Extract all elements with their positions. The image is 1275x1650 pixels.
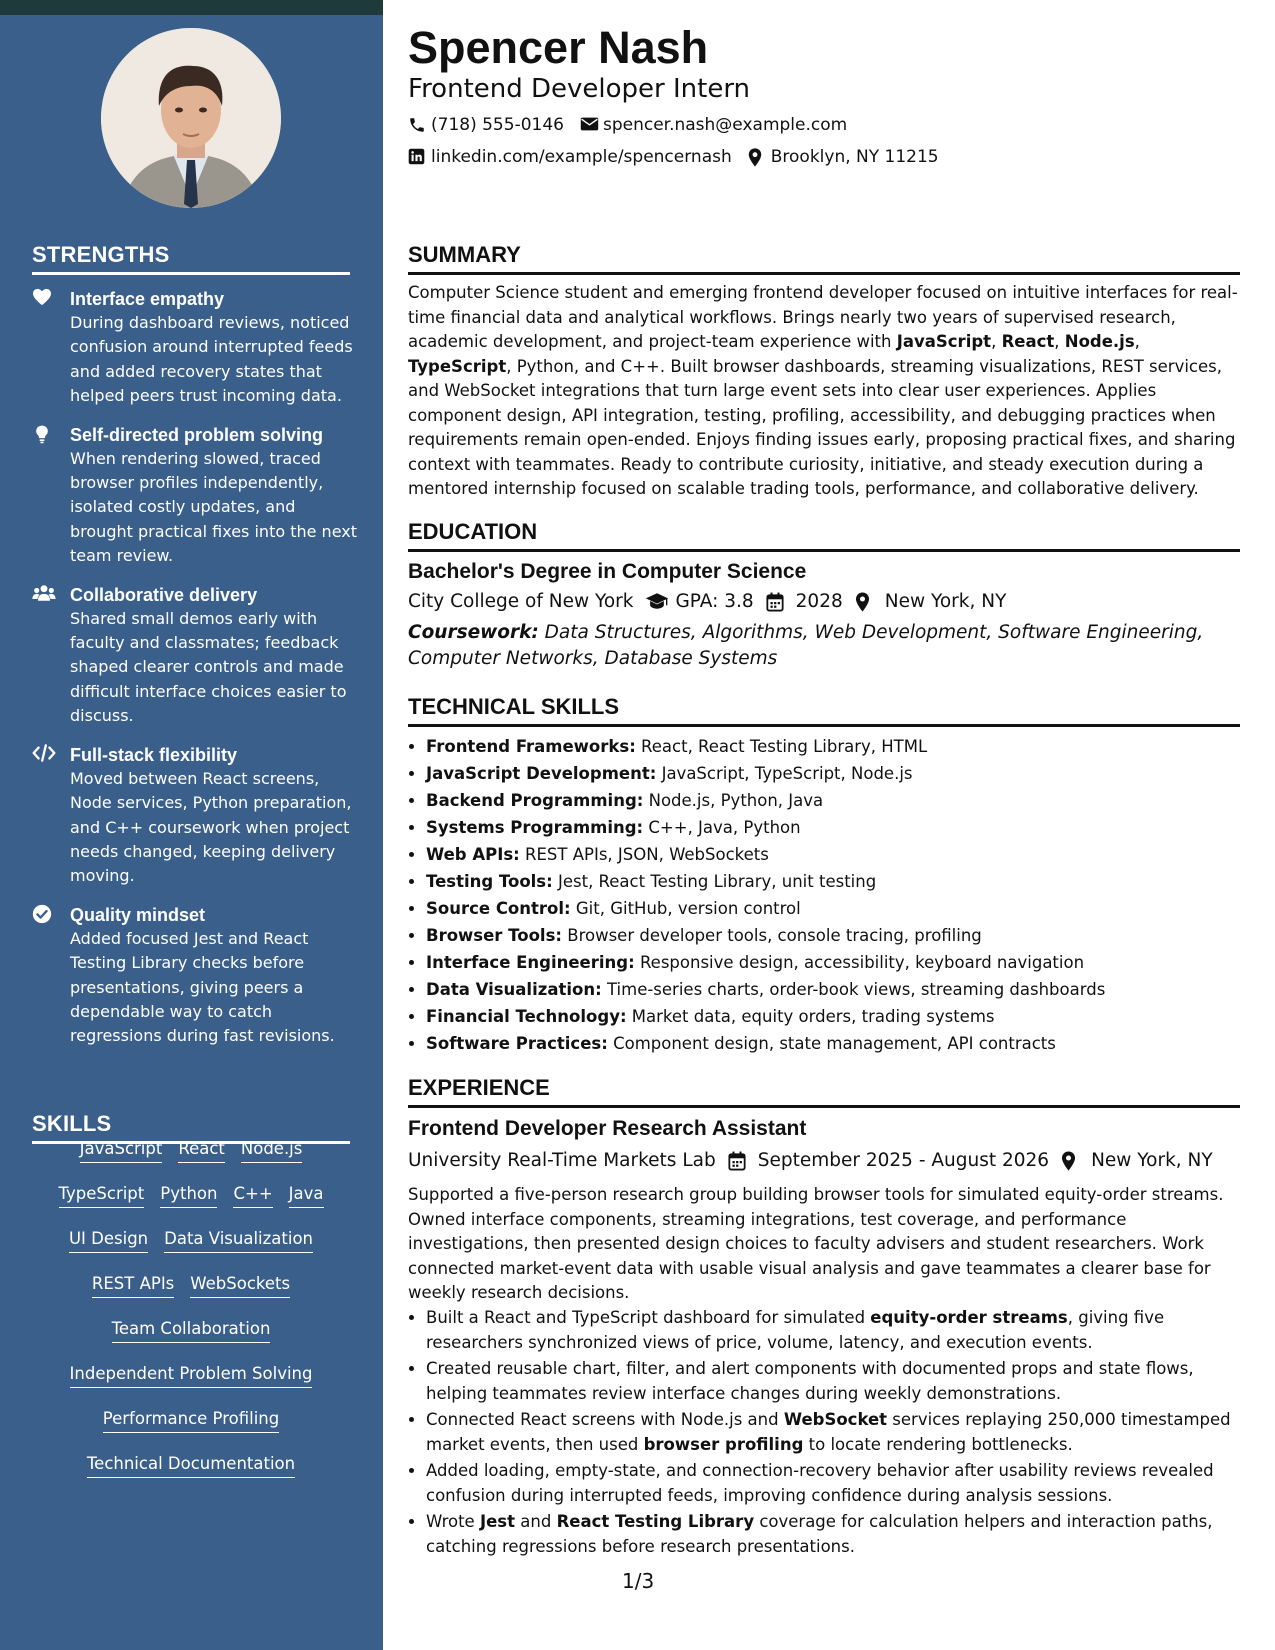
keyword: React [1001, 332, 1055, 351]
employment-dates: September 2025 - August 2026 [757, 1150, 1050, 1171]
degree-title: Bachelor's Degree in Computer Science [408, 560, 807, 583]
coursework: Coursework: Data Structures, Algorithms, Web Development, Software Engineering, Computer Networks, Database Systems [408, 622, 1204, 669]
skill-tag: React [178, 1138, 225, 1163]
graduation-year: 2028 [795, 591, 843, 612]
phone-number[interactable]: (718) 555-0146 [431, 115, 564, 135]
strength-description: Moved between React screens, Node services, Python preparation, and C++ coursework when project needs changed, keeping delivery moving. [70, 768, 352, 886]
strength-description: When rendering slowed, traced browser profiles independently, isolated costly updates, and brought practical fixes into the next team review. [70, 448, 357, 566]
linkedin-link[interactable]: linkedin.com/example/spencernash [431, 147, 732, 167]
graduation-cap-icon [645, 592, 667, 612]
strength-description: During dashboard reviews, noticed confusion around interrupted feeds and added recovery states that helped peers trust incoming data. [70, 313, 353, 406]
strength-title: Full-stack flexibility [70, 744, 238, 765]
list-item: • Wrote Jest and React Testing Library coverage for calculation helpers and interaction paths, catching regressions before research presentations. [426, 1510, 1238, 1559]
avatar [101, 28, 281, 208]
school-location: New York, NY [884, 591, 1007, 612]
strength-title: Interface empathy [70, 289, 225, 309]
keyword: TypeScript [408, 356, 507, 376]
skill-tag: Java [289, 1183, 324, 1208]
list-item: • Frontend Frameworks: React, React Testing Library, HTML [426, 733, 1238, 760]
skill-tag: WebSockets [190, 1273, 290, 1298]
summary-heading: SUMMARY [408, 241, 1240, 275]
gpa-text: GPA: 3.8 [675, 591, 754, 612]
experience-bullets [408, 1306, 1238, 1561]
map-pin-icon [748, 148, 768, 166]
skill-tag: Technical Documentation [87, 1453, 295, 1478]
contact-row-1 [408, 114, 847, 136]
list-item: • Created reusable chart, filter, and alert components with documented props and state flows, helping teammates review interface changes during weekly demonstrations. [426, 1357, 1238, 1406]
keyword: Node.js [1064, 332, 1135, 351]
job-title: Frontend Developer Intern [408, 74, 751, 104]
list-item: • Backend Programming: Node.js, Python, Java [426, 787, 1238, 814]
education-heading: EDUCATION [408, 518, 1240, 552]
list-item: • Built a React and TypeScript dashboard for simulated equity-order streams, giving five researchers synchronized views of price, volume, latency, and execution events. [426, 1306, 1238, 1355]
calendar-icon [728, 1151, 750, 1171]
list-item: • Interface Engineering: Responsive design, accessibility, keyboard navigation [426, 949, 1238, 976]
list-item: • Source Control: Git, GitHub, version control [426, 895, 1238, 922]
experience-heading: EXPERIENCE [408, 1074, 1240, 1108]
strength-title: Collaborative delivery [70, 584, 258, 605]
strength-item [32, 583, 362, 729]
candidate-name: Spencer Nash [408, 22, 709, 73]
list-item: • Browser Tools: Browser developer tools, console tracing, profiling [426, 922, 1238, 949]
list-item: • Web APIs: REST APIs, JSON, WebSockets [426, 841, 1238, 868]
skills-tags [32, 1138, 350, 1498]
users-icon [32, 584, 54, 604]
location-text: Brooklyn, NY 11215 [770, 147, 939, 167]
education-meta [408, 589, 1006, 615]
summary-text: Computer Science student and emerging frontend developer focused on intuitive interfaces for real-time financial data and analytical workflows. Brings nearly two years of supervised research, academic development, and project-team experience with JavaScript, React, Node.js, TypeScript, Python, and C++. Built browser dashboards, streaming visualizations, REST services, and WebSocket integrations that turn large event sets into clear user experiences. Applies component design, API integration, testing, profiling, accessibility, and debugging practices when requirements remain open-ended. Enjoys finding issues early, proposing practical fixes, and sharing context with teammates. Ready to contribute curiosity, initiative, and steady execution during a mentored internship focused on scalable trading tools, performance, and collaborative delivery. [408, 283, 1238, 498]
strength-item [32, 287, 362, 409]
skill-tag: Data Visualization [164, 1228, 313, 1253]
skill-tag: Independent Problem Solving [70, 1363, 313, 1388]
skill-tag: Team Collaboration [112, 1318, 271, 1343]
list-item: • Connected React screens with Node.js and WebSocket services replaying 250,000 timestamped market events, then used browser profiling to locate rendering bottlenecks. [426, 1408, 1238, 1457]
organization-name: University Real-Time Markets Lab [408, 1150, 716, 1171]
skill-tag: Performance Profiling [103, 1408, 279, 1433]
skill-tag: REST APIs [92, 1273, 174, 1298]
strength-title: Self-directed problem solving [70, 424, 324, 445]
phone-icon [408, 116, 428, 134]
skill-tag: UI Design [69, 1228, 148, 1253]
list-item: • Data Visualization: Time-series charts, order-book views, streaming dashboards [426, 976, 1238, 1003]
skill-tag: Python [160, 1183, 217, 1208]
list-item: • Added loading, empty-state, and connection-recovery behavior after usability reviews revealed confusion during interrupted feeds, improving confidence during analysis sessions. [426, 1459, 1238, 1508]
strength-item [32, 423, 362, 569]
envelope-icon [580, 116, 600, 134]
heart-icon [32, 288, 54, 308]
skill-tag: JavaScript [80, 1138, 163, 1163]
list-item: • Testing Tools: Jest, React Testing Library, unit testing [426, 868, 1238, 895]
map-pin-icon [855, 592, 877, 612]
technical-skills-list [408, 733, 1238, 1057]
strengths-heading: STRENGTHS [32, 242, 350, 275]
strength-item [32, 743, 362, 889]
coursework-label: Coursework: [408, 622, 539, 643]
map-pin-icon [1061, 1151, 1083, 1171]
skill-tag: TypeScript [59, 1183, 145, 1208]
sidebar [0, 15, 383, 1650]
top-accent-strip [0, 0, 383, 15]
strength-title: Quality mindset [70, 904, 206, 925]
strengths-list [32, 287, 362, 1063]
experience-location: New York, NY [1091, 1150, 1213, 1171]
list-item: • Financial Technology: Market data, equity orders, trading systems [426, 1003, 1238, 1030]
list-item: • Systems Programming: C++, Java, Python [426, 814, 1238, 841]
contact-row-2 [408, 146, 939, 168]
skills-heading: SKILLS [32, 1111, 350, 1144]
strength-item [32, 903, 362, 1049]
page-number: 1/3 [622, 1569, 655, 1593]
technical-skills-heading: TECHNICAL SKILLS [408, 693, 1240, 727]
linkedin-icon [408, 148, 428, 166]
skill-tag: Node.js [241, 1138, 303, 1163]
role-title: Frontend Developer Research Assistant [408, 1117, 807, 1140]
experience-meta [408, 1148, 1213, 1174]
calendar-icon [766, 592, 788, 612]
email-link[interactable]: spencer.nash@example.com [602, 115, 848, 135]
list-item: • JavaScript Development: JavaScript, TypeScript, Node.js [426, 760, 1238, 787]
experience-description: Supported a five-person research group building browser tools for simulated equity-order streams. Owned interface components, streaming integrations, test coverage, and performance investigations, then presented design choices to faculty advisers and student researchers. Work connected market-event data with usable visual analysis and gave teammates a clearer base for weekly research decisions. [408, 1185, 1224, 1302]
keyword: JavaScript [896, 332, 992, 351]
strength-description: Shared small demos early with faculty and classmates; feedback shaped clearer controls and made difficult interface choices easier to discuss. [70, 608, 347, 726]
check-circle-icon [32, 904, 54, 924]
code-icon [32, 744, 54, 764]
strength-description: Added focused Jest and React Testing Library checks before presentations, giving peers a dependable way to catch regressions during fast revisions. [70, 928, 335, 1046]
lightbulb-icon [32, 424, 54, 444]
list-item: • Software Practices: Component design, state management, API contracts [426, 1030, 1238, 1057]
school-name: City College of New York [408, 591, 634, 612]
skill-tag: C++ [233, 1183, 272, 1208]
